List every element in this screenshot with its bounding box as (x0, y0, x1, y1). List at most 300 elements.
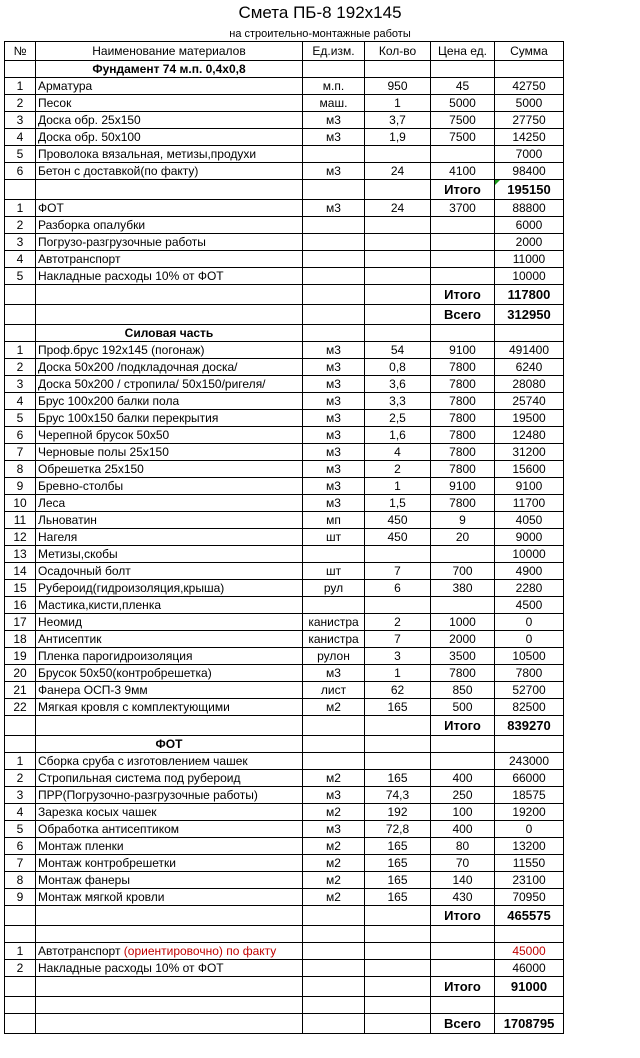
row-name-text: Метизы,скобы (38, 546, 118, 561)
row-qty: 165 (365, 855, 431, 872)
row-num: 6 (5, 427, 36, 444)
row-unit (303, 234, 365, 251)
row-name-text: Неомид (38, 614, 82, 629)
row-price: 7800 (431, 376, 495, 393)
table-row (5, 682, 564, 699)
row-qty: 3 (365, 648, 431, 665)
row-name-text: Брус 100х200 балки пола (38, 393, 180, 408)
row-num: 5 (5, 146, 36, 163)
row-unit: м3 (303, 342, 365, 359)
row-num: 5 (5, 410, 36, 427)
row-num: 17 (5, 614, 36, 631)
row-qty: 72,8 (365, 821, 431, 838)
row-sum: 6000 (495, 217, 564, 234)
total-sum: 91000 (495, 977, 564, 997)
table-row (5, 665, 564, 682)
row-name (36, 804, 303, 821)
table-row (5, 648, 564, 665)
table-row (5, 146, 564, 163)
row-qty: 1,9 (365, 129, 431, 146)
row-qty: 2 (365, 614, 431, 631)
row-unit: м3 (303, 376, 365, 393)
row-price: 7500 (431, 112, 495, 129)
row-name-text: Мягкая кровля с комплектующими (38, 699, 230, 714)
row-num: 2 (5, 960, 36, 977)
total-sum: 465575 (495, 906, 564, 926)
row-qty: 54 (365, 342, 431, 359)
cell-empty (36, 1014, 303, 1034)
row-qty: 1,5 (365, 495, 431, 512)
document-subtitle: на строительно-монтажные работы (229, 28, 411, 40)
row-name-text: Накладные расходы 10% от ФОТ (38, 960, 224, 975)
row-price (431, 268, 495, 285)
row-name (36, 234, 303, 251)
table-row (5, 376, 564, 393)
table-row (5, 444, 564, 461)
table-row (5, 95, 564, 112)
row-name-text: Монтаж мягкой кровли (38, 889, 165, 904)
total-sum: 839270 (495, 716, 564, 736)
cell-empty (365, 305, 431, 325)
row-num: 15 (5, 580, 36, 597)
row-name (36, 821, 303, 838)
total-row (5, 305, 564, 325)
cell-empty (36, 180, 303, 200)
row-unit (303, 546, 365, 563)
row-qty: 3,3 (365, 393, 431, 410)
table-row (5, 410, 564, 427)
row-name-text: Осадочный болт (38, 563, 131, 578)
row-qty: 24 (365, 200, 431, 217)
row-price: 7800 (431, 444, 495, 461)
row-num: 3 (5, 787, 36, 804)
row-name-text: Доска обр. 50х100 (38, 129, 141, 144)
row-num (5, 736, 36, 753)
row-name-text: Автотранспорт (38, 251, 121, 266)
cell-empty (303, 1014, 365, 1034)
cell-empty (303, 716, 365, 736)
cell-empty (303, 736, 365, 753)
row-name-text: Мастика,кисти,пленка (38, 597, 161, 612)
total-sum: 117800 (495, 285, 564, 305)
table-row (5, 427, 564, 444)
row-num: 21 (5, 682, 36, 699)
cell-empty (303, 61, 365, 78)
table-row (5, 112, 564, 129)
row-sum: 2000 (495, 234, 564, 251)
row-name-text: Бревно-столбы (38, 478, 124, 493)
table-row (5, 631, 564, 648)
row-unit: м3 (303, 787, 365, 804)
cell-empty (365, 736, 431, 753)
table-row (5, 512, 564, 529)
table-row (5, 597, 564, 614)
cell-empty (36, 716, 303, 736)
row-name-text: Фанера ОСП-3 9мм (38, 682, 148, 697)
row-sum: 13200 (495, 838, 564, 855)
row-name-text: ФОТ (38, 200, 64, 215)
row-sum: 243000 (495, 753, 564, 770)
row-price: 250 (431, 787, 495, 804)
row-price: 7500 (431, 129, 495, 146)
row-unit (303, 146, 365, 163)
row-name-text: Леса (38, 495, 66, 510)
row-num: 4 (5, 393, 36, 410)
table-row (5, 78, 564, 95)
row-num: 14 (5, 563, 36, 580)
cell-empty (431, 61, 495, 78)
row-sum: 66000 (495, 770, 564, 787)
row-name-text: Доска 50х200 /подкладочная доска/ (38, 359, 238, 374)
row-qty: 1 (365, 478, 431, 495)
row-price: 20 (431, 529, 495, 546)
row-price: 7800 (431, 410, 495, 427)
row-price: 7800 (431, 359, 495, 376)
total-sum: 312950 (495, 305, 564, 325)
row-unit (303, 268, 365, 285)
row-qty: 4 (365, 444, 431, 461)
cell-empty (303, 997, 365, 1014)
cell-empty (303, 285, 365, 305)
row-qty: 165 (365, 889, 431, 906)
section-row (5, 61, 564, 78)
row-sum: 15600 (495, 461, 564, 478)
table-row (5, 234, 564, 251)
row-num: 8 (5, 461, 36, 478)
cell-empty (365, 926, 431, 943)
row-name-text: Арматура (38, 78, 93, 93)
row-name (36, 529, 303, 546)
row-qty (365, 234, 431, 251)
cell-empty (36, 305, 303, 325)
row-sum: 45000 (495, 943, 564, 960)
row-num: 1 (5, 342, 36, 359)
row-price: 3500 (431, 648, 495, 665)
row-qty: 0,8 (365, 359, 431, 376)
cell-empty (5, 180, 36, 200)
table-row (5, 787, 564, 804)
row-qty: 165 (365, 699, 431, 716)
row-unit: м3 (303, 427, 365, 444)
row-sum: 18575 (495, 787, 564, 804)
row-name-text: Песок (38, 95, 72, 110)
row-num: 1 (5, 78, 36, 95)
row-name (36, 129, 303, 146)
row-qty: 62 (365, 682, 431, 699)
row-sum: 19200 (495, 804, 564, 821)
row-price: 7800 (431, 461, 495, 478)
row-price: 7800 (431, 393, 495, 410)
row-price: 430 (431, 889, 495, 906)
row-price: 100 (431, 804, 495, 821)
total-label: Всего (431, 305, 495, 325)
cell-empty (5, 926, 36, 943)
row-num: 16 (5, 597, 36, 614)
row-sum: 7800 (495, 665, 564, 682)
row-sum: 46000 (495, 960, 564, 977)
row-sum: 31200 (495, 444, 564, 461)
row-num: 2 (5, 770, 36, 787)
cell-empty (495, 61, 564, 78)
cell-empty (365, 997, 431, 1014)
row-qty: 165 (365, 770, 431, 787)
row-num: 4 (5, 804, 36, 821)
header-price: Цена ед. (431, 42, 495, 61)
row-qty (365, 546, 431, 563)
table-row (5, 770, 564, 787)
row-qty: 74,3 (365, 787, 431, 804)
row-unit: лист (303, 682, 365, 699)
row-num: 10 (5, 495, 36, 512)
cell-empty (431, 736, 495, 753)
row-name (36, 889, 303, 906)
row-price: 9100 (431, 478, 495, 495)
table-row (5, 943, 564, 960)
row-price: 3700 (431, 200, 495, 217)
row-sum: 7000 (495, 146, 564, 163)
row-sum: 28080 (495, 376, 564, 393)
cell-empty (365, 716, 431, 736)
row-unit: м2 (303, 889, 365, 906)
row-price: 45 (431, 78, 495, 95)
row-unit (303, 217, 365, 234)
row-name-text: Льноватин (38, 512, 97, 527)
row-price (431, 943, 495, 960)
row-qty: 7 (365, 563, 431, 580)
row-sum: 23100 (495, 872, 564, 889)
cell-empty (36, 926, 303, 943)
cell-empty (36, 997, 303, 1014)
row-name (36, 376, 303, 393)
row-qty: 950 (365, 78, 431, 95)
row-num: 4 (5, 251, 36, 268)
row-name (36, 342, 303, 359)
cell-empty (5, 285, 36, 305)
row-name-text: Проволока вязальная, метизы,продухи (38, 146, 257, 161)
row-sum: 98400 (495, 163, 564, 180)
row-unit: м3 (303, 444, 365, 461)
row-name (36, 631, 303, 648)
cell-empty (431, 926, 495, 943)
row-num: 12 (5, 529, 36, 546)
cell-empty (303, 977, 365, 997)
table-row (5, 546, 564, 563)
cell-empty (5, 977, 36, 997)
row-num: 19 (5, 648, 36, 665)
row-num (5, 61, 36, 78)
row-price: 140 (431, 872, 495, 889)
row-sum: 70950 (495, 889, 564, 906)
row-name-text: Черновые полы 25х150 (38, 444, 169, 459)
table-row (5, 529, 564, 546)
row-unit: мп (303, 512, 365, 529)
row-unit: м3 (303, 410, 365, 427)
row-name (36, 872, 303, 889)
row-sum: 52700 (495, 682, 564, 699)
table-row (5, 268, 564, 285)
row-qty: 450 (365, 512, 431, 529)
row-qty (365, 960, 431, 977)
row-num: 3 (5, 112, 36, 129)
row-price: 5000 (431, 95, 495, 112)
row-unit (303, 597, 365, 614)
table-row (5, 960, 564, 977)
row-name (36, 200, 303, 217)
row-sum: 11700 (495, 495, 564, 512)
row-sum: 82500 (495, 699, 564, 716)
row-num: 6 (5, 838, 36, 855)
table-row (5, 563, 564, 580)
cell-empty (431, 325, 495, 342)
row-num: 8 (5, 872, 36, 889)
total-sum: 1708795 (495, 1014, 564, 1034)
row-name (36, 95, 303, 112)
row-price: 1000 (431, 614, 495, 631)
cell-empty (5, 716, 36, 736)
row-price (431, 234, 495, 251)
row-price: 70 (431, 855, 495, 872)
row-name-text: Черепной брусок 50х50 (38, 427, 170, 442)
table-row (5, 129, 564, 146)
total-label: Итого (431, 180, 495, 200)
row-price: 80 (431, 838, 495, 855)
row-unit (303, 753, 365, 770)
row-sum: 27750 (495, 112, 564, 129)
row-unit: шт (303, 563, 365, 580)
row-price: 7800 (431, 495, 495, 512)
row-name-text: Доска 50х200 / стропила/ 50х150/ригеля/ (38, 376, 266, 391)
row-sum: 19500 (495, 410, 564, 427)
row-name (36, 251, 303, 268)
table-row (5, 478, 564, 495)
section-title: ФОТ (36, 736, 303, 753)
cell-empty (495, 736, 564, 753)
blank-row (5, 926, 564, 943)
row-price (431, 597, 495, 614)
section-row (5, 325, 564, 342)
row-name (36, 943, 303, 960)
row-unit: м2 (303, 804, 365, 821)
row-unit: м2 (303, 855, 365, 872)
row-sum: 42750 (495, 78, 564, 95)
row-unit: м3 (303, 821, 365, 838)
row-num: 1 (5, 753, 36, 770)
table-row (5, 200, 564, 217)
row-price: 380 (431, 580, 495, 597)
row-sum: 6240 (495, 359, 564, 376)
cell-empty (495, 926, 564, 943)
header-row (5, 42, 564, 61)
row-qty (365, 753, 431, 770)
row-name (36, 648, 303, 665)
cell-empty (365, 1014, 431, 1034)
row-qty (365, 268, 431, 285)
row-name (36, 163, 303, 180)
row-unit: м2 (303, 872, 365, 889)
row-sum: 0 (495, 821, 564, 838)
table-row (5, 699, 564, 716)
row-price (431, 217, 495, 234)
cell-empty (36, 977, 303, 997)
row-name (36, 855, 303, 872)
section-title: Силовая часть (36, 325, 303, 342)
header-num: № (5, 42, 36, 61)
document-title: Смета ПБ-8 192x145 (238, 3, 402, 22)
row-num (5, 325, 36, 342)
row-price (431, 960, 495, 977)
row-qty: 192 (365, 804, 431, 821)
row-sum: 2280 (495, 580, 564, 597)
table-row (5, 753, 564, 770)
total-row (5, 180, 564, 200)
row-num: 11 (5, 512, 36, 529)
row-name (36, 838, 303, 855)
row-sum: 12480 (495, 427, 564, 444)
row-price: 9 (431, 512, 495, 529)
row-price (431, 146, 495, 163)
row-price: 400 (431, 770, 495, 787)
table-row (5, 838, 564, 855)
table-row (5, 163, 564, 180)
row-num: 9 (5, 478, 36, 495)
row-name-text: Брус 100х150 балки перекрытия (38, 410, 219, 425)
row-unit: рул (303, 580, 365, 597)
row-qty: 24 (365, 163, 431, 180)
row-name-text: ПРР(Погрузочно-разгрузочные работы) (38, 787, 258, 802)
row-name (36, 699, 303, 716)
section-title: Фундамент 74 м.п. 0,4х0,8 (36, 61, 303, 78)
row-sum: 4900 (495, 563, 564, 580)
row-unit (303, 943, 365, 960)
row-name (36, 146, 303, 163)
row-num: 3 (5, 376, 36, 393)
cell-empty (365, 180, 431, 200)
row-name (36, 546, 303, 563)
row-unit: м3 (303, 163, 365, 180)
row-num: 2 (5, 95, 36, 112)
cell-empty (431, 997, 495, 1014)
row-name-text: Погрузо-разгрузочные работы (38, 234, 206, 249)
row-name (36, 217, 303, 234)
row-unit (303, 251, 365, 268)
row-qty: 450 (365, 529, 431, 546)
row-name-text: Монтаж пленки (38, 838, 124, 853)
row-unit: м3 (303, 112, 365, 129)
row-sum: 4050 (495, 512, 564, 529)
row-name (36, 478, 303, 495)
cell-empty (365, 285, 431, 305)
row-name-text: Брусок 50х50(контробрешетка) (38, 665, 212, 680)
row-qty: 3,6 (365, 376, 431, 393)
row-name-text: Пленка парогидроизоляция (38, 648, 193, 663)
row-qty (365, 943, 431, 960)
row-name-text: Монтаж фанеры (38, 872, 130, 887)
row-name-text: Стропильная система под рубероид (38, 770, 241, 785)
row-price: 2000 (431, 631, 495, 648)
table-row (5, 855, 564, 872)
row-num: 13 (5, 546, 36, 563)
row-num: 5 (5, 268, 36, 285)
total-row (5, 977, 564, 997)
row-sum: 4500 (495, 597, 564, 614)
table-row (5, 251, 564, 268)
row-price: 500 (431, 699, 495, 716)
row-name (36, 682, 303, 699)
total-label: Итого (431, 285, 495, 305)
cell-empty (495, 997, 564, 1014)
row-unit: м3 (303, 665, 365, 682)
row-name (36, 427, 303, 444)
